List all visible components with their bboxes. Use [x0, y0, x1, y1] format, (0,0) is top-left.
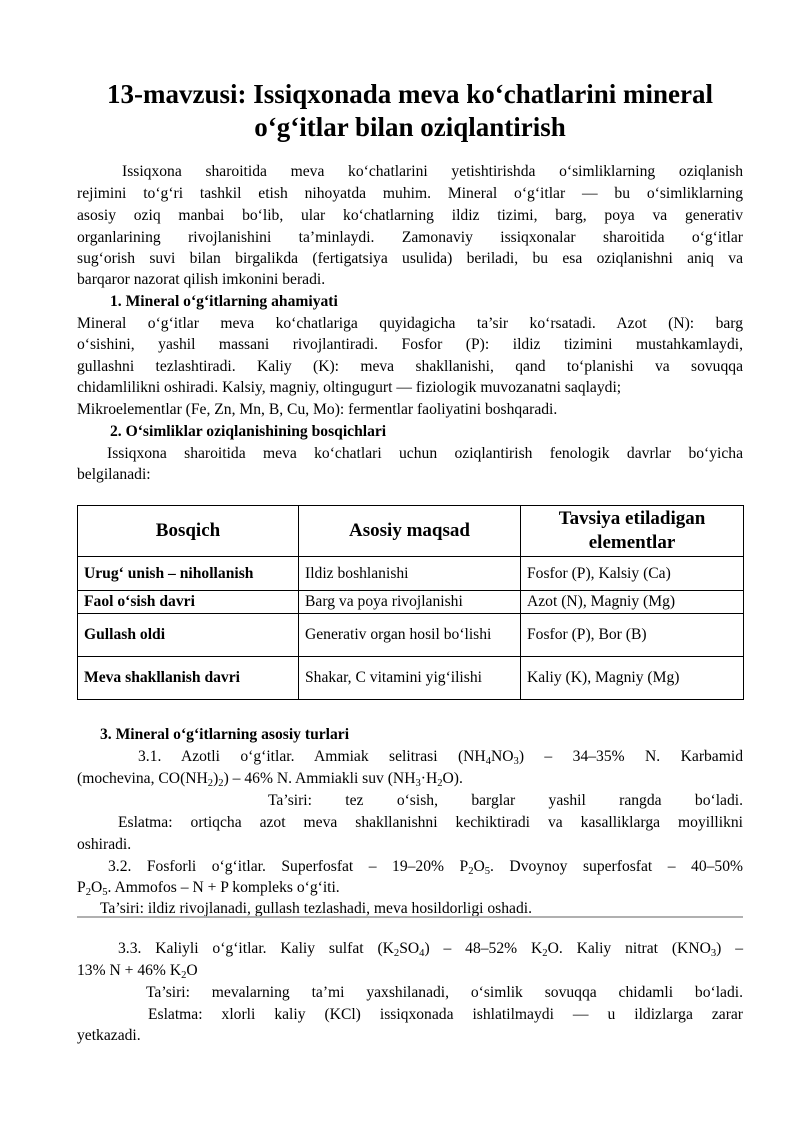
intro-line-3: asosiy oziq manbai bo‘lib, ular ko‘chatlarning ildiz tizimi, barg, poya va generativ	[77, 207, 743, 224]
intro-line-2: rejimini to‘g‘ri tashkil etish nihoyatda muhim. Mineral o‘g‘itlar — bu o‘simliklarning	[77, 185, 743, 202]
table-cell: Barg va poya rivojlanishi	[299, 591, 521, 614]
table-cell: Fosfor (P), Kalsiy (Ca)	[521, 557, 744, 591]
effect-3-3: Ta’siri: mevalarning ta’mi yaxshilanadi, o‘simlik sovuqqa chidamli bo‘ladi.	[146, 984, 743, 1001]
table-row	[78, 657, 744, 700]
table-header-cell: Bosqich	[78, 506, 299, 557]
para-3-3-line-1: 3.3. Kaliyli o‘g‘itlar. Kaliy sulfat $(K_2SO_4) - 48-52\%$ $K_2O$. Kaliy nitrat $(KNO_3)$ –	[118, 940, 744, 959]
section-1-line-4: chidamlilikni oshiradi. Kalsiy, magniy, oltingugurt — fiziologik muvozanatni saqlaydi;	[77, 379, 622, 396]
effect-3-1: Ta’siri: tez o‘sish, barglar yashil rangda bo‘ladi.	[268, 792, 743, 809]
table-row	[78, 557, 744, 591]
note-3-3-line-1: Eslatma: xlorli kaliy (KCl) issiqxonada ishlatilmaydi — u ildizlarga zarar	[148, 1006, 743, 1023]
section-1-line-3: gullashni tezlashtiradi. Kaliy (K): meva shakllanishi, qand to‘planishi va sovuqqa	[77, 358, 743, 375]
intro-line-1: Issiqxona sharoitida meva ko‘chatlarini yetishtirishda o‘simliklarning oziqlanish	[122, 163, 743, 180]
effect-3-2: Ta’siri: ildiz rivojlanadi, gullash tezlashadi, meva hosildorligi oshadi.	[100, 900, 532, 917]
table-cell: Ildiz boshlanishi	[299, 557, 521, 591]
table-header-row	[78, 506, 744, 557]
intro-line-4: organlarining rivojlanishini ta’minlaydi. Zamonaviy issiqxonalar sharoitida o‘g‘itlar	[77, 229, 743, 246]
section-1-heading: 1. Mineral o‘g‘itlarning ahamiyati	[110, 293, 338, 310]
para-3-2-line-2: $P_2O_5$. Ammofos – N + P kompleks o‘g‘iti.	[77, 879, 340, 898]
para-3-2-line-1: 3.2. Fosforli o‘g‘itlar. Superfosfat – 19–20% $P_2O_5$. Dvoynoy superfosfat – 40–50%	[108, 858, 744, 877]
phases-table	[77, 505, 744, 700]
table-row	[78, 614, 744, 657]
section-1-line-5: Mikroelementlar (Fe, Zn, Mn, B, Cu, Mo): fermentlar faoliyatini boshqaradi.	[77, 401, 558, 418]
section-2-line-1: Issiqxona sharoitida meva ko‘chatlari uchun oziqlantirish fenologik davrlar bo‘yicha	[107, 445, 743, 462]
note-3-1-line-1: Eslatma: ortiqcha azot meva shakllanishni kechiktiradi va kasalliklarga moyillikni	[118, 814, 743, 831]
title-line-1: 13-mavzusi: Issiqxonada meva ko‘chatlarini mineral	[106, 79, 713, 109]
table-cell: Azot (N), Magniy (Mg)	[521, 591, 744, 614]
para-3-1-line-2: (mochevina, $CO(NH_2)_2) - 46\%$ N. Ammiakli suv $(NH_3\cdot H_2O)$.	[77, 770, 463, 789]
table-cell: Kaliy (K), Magniy (Mg)	[521, 657, 744, 700]
table-cell: Meva shakllanish davri	[78, 657, 299, 700]
section-2-line-2: belgilanadi:	[77, 466, 151, 483]
table-cell: Generativ organ hosil bo‘lishi	[299, 614, 521, 657]
section-3-heading: 3. Mineral o‘g‘itlarning asosiy turlari	[100, 726, 350, 743]
table-cell: Urug‘ unish – nihollanish	[78, 557, 299, 591]
intro-line-6: barqaror nazorat qilish imkonini beradi.	[77, 271, 326, 288]
table-cell: Gullash oldi	[78, 614, 299, 657]
table-row	[78, 591, 744, 614]
table-cell: Fosfor (P), Bor (B)	[521, 614, 744, 657]
table-cell: Faol o‘sish davri	[78, 591, 299, 614]
note-3-3-line-2: yetkazadi.	[77, 1027, 141, 1044]
table-header-cell: Asosiy maqsad	[299, 506, 521, 557]
table-header-cell: Tavsiya etiladigan elementlar	[521, 506, 744, 557]
table-cell: Shakar, C vitamini yig‘ilishi	[299, 657, 521, 700]
section-1-line-2: o‘sishini, yashil massani rivojlantiradi. Fosfor (P): ildiz tizimini mustahkamlaydi,	[77, 336, 743, 353]
section-2-heading: 2. O‘simliklar oziqlanishining bosqichlari	[110, 423, 387, 440]
title-line-2: o‘g‘itlar bilan oziqlantirish	[254, 112, 566, 142]
para-3-3-line-2: 13% N + 46% $K_2O$	[77, 962, 198, 981]
intro-line-5: sug‘orish suvi bilan birgalikda (fertigatsiya usulida) beriladi, bu esa oziqlanishni aniq va	[77, 250, 743, 267]
note-3-1-line-2: oshiradi.	[77, 836, 132, 853]
section-divider	[77, 916, 743, 918]
section-1-line-1: Mineral o‘g‘itlar meva ko‘chatlariga quyidagicha ta’sir ko‘rsatadi. Azot (N): barg	[77, 315, 743, 332]
para-3-1-line-1: 3.1. Azotli o‘g‘itlar. Ammiak selitrasi $(NH_4NO_3) - 34-35\%$ N. Karbamid	[138, 748, 743, 767]
page-title	[60, 78, 760, 144]
